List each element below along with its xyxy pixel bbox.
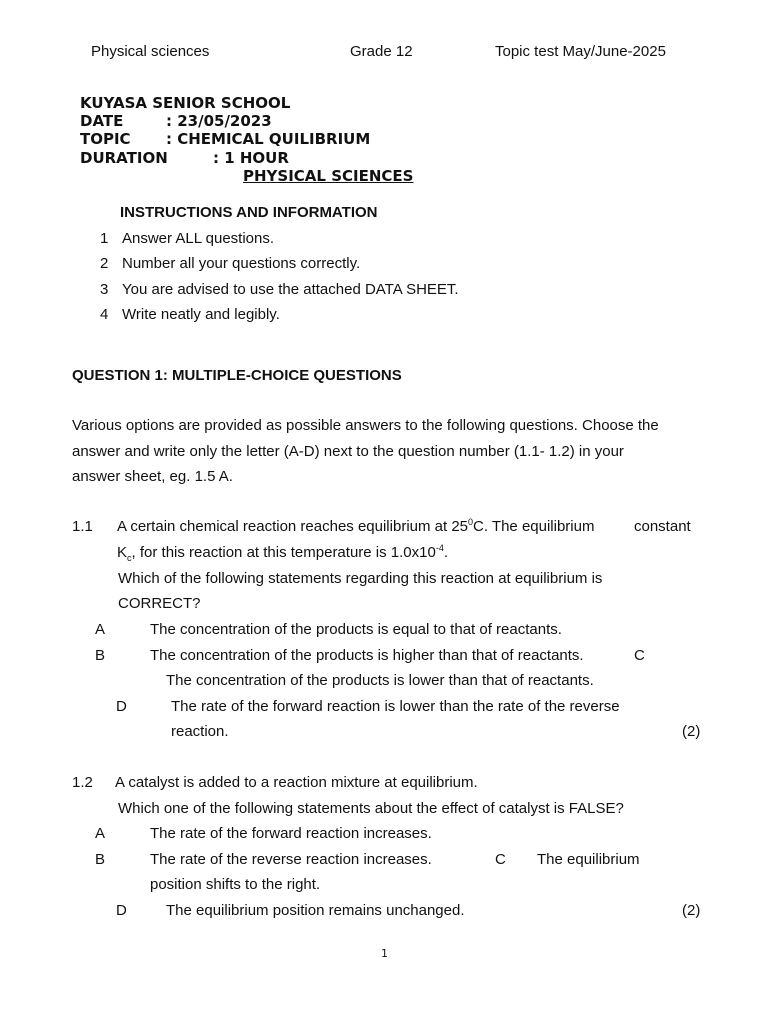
option-text-d-line-1: The rate of the forward reaction is lower than the rate of the reverse — [171, 698, 620, 715]
option-letter-a: A — [95, 621, 106, 638]
date-value: : 23/05/2023 — [166, 112, 272, 130]
header-test: Topic test May/June-2025 — [495, 43, 666, 60]
instruction-text: Number all your questions correctly. — [122, 255, 361, 272]
option-text-a: The concentration of the products is equal to that of reactants. — [150, 621, 562, 638]
question-1-intro-line: Various options are provided as possible answers to the following questions. Choose the — [72, 417, 659, 434]
question-1-1-line-4: CORRECT? — [118, 595, 201, 612]
question-1-2-line-2: Which one of the following statements about the effect of catalyst is FALSE? — [118, 800, 624, 817]
header-subject: Physical sciences — [91, 43, 210, 60]
date-label: DATE — [80, 112, 124, 130]
instruction-number: 1 — [100, 230, 109, 247]
duration-value: : 1 HOUR — [213, 149, 289, 167]
option-text-c: The concentration of the products is lower than that of reactants. — [166, 672, 594, 689]
option-text-b: The concentration of the products is higher than that of reactants. — [150, 647, 584, 664]
page-number: 1 — [381, 947, 388, 960]
question-1-1-number: 1.1 — [72, 518, 93, 535]
option-letter-a: A — [95, 825, 106, 842]
topic-value: : CHEMICAL QUILIBRIUM — [166, 130, 371, 148]
option-letter-c: C — [634, 647, 645, 664]
question-1-2-marks: (2) — [682, 902, 701, 919]
instruction-text: Answer ALL questions. — [122, 230, 275, 247]
question-1-1-line-2: $K_c$, for this reaction at this temperature is $1.0x10^{-4}$. — [117, 543, 449, 563]
option-letter-b: B — [95, 647, 106, 664]
option-letter-c: C — [495, 851, 506, 868]
option-text-c-line-1: The equilibrium — [537, 851, 640, 868]
instruction-number: 3 — [100, 281, 109, 298]
option-letter-b: B — [95, 851, 106, 868]
school-name: KUYASA SENIOR SCHOOL — [80, 94, 291, 112]
instruction-number: 2 — [100, 255, 109, 272]
header-grade: Grade 12 — [350, 43, 413, 60]
question-1-1-line-1: A certain chemical reaction reaches equilibrium at $25^0C$. The equilibrium — [117, 517, 595, 535]
duration-label: DURATION — [80, 149, 168, 167]
topic-label: TOPIC — [80, 130, 131, 148]
question-1-1-line-1-end: constant — [634, 518, 691, 535]
option-text-b: The rate of the reverse reaction increases. — [150, 851, 432, 868]
option-letter-d: D — [116, 902, 127, 919]
question-1-title: QUESTION 1: MULTIPLE-CHOICE QUESTIONS — [72, 367, 402, 384]
instructions-title: INSTRUCTIONS AND INFORMATION — [120, 204, 378, 221]
option-text-c-line-2: position shifts to the right. — [150, 876, 321, 893]
option-letter-d: D — [116, 698, 127, 715]
question-1-1-line-3: Which of the following statements regarding this reaction at equilibrium is — [118, 570, 603, 587]
option-text-d: The equilibrium position remains unchanged. — [166, 902, 465, 919]
question-1-2-number: 1.2 — [72, 774, 93, 791]
question-1-1-marks: (2) — [682, 723, 701, 740]
subject-title: PHYSICAL SCIENCES — [243, 167, 414, 185]
instruction-text: You are advised to use the attached DATA SHEET. — [122, 281, 459, 298]
option-text-a: The rate of the forward reaction increases. — [150, 825, 432, 842]
question-1-intro-line: answer and write only the letter (A-D) next to the question number (1.1- 1.2) in your — [72, 443, 624, 460]
question-1-2-line-1: A catalyst is added to a reaction mixture at equilibrium. — [115, 774, 478, 791]
option-text-d-line-2: reaction. — [171, 723, 229, 740]
instruction-number: 4 — [100, 306, 109, 323]
instruction-text: Write neatly and legibly. — [122, 306, 280, 323]
question-1-intro-line: answer sheet, eg. 1.5 A. — [72, 468, 233, 485]
